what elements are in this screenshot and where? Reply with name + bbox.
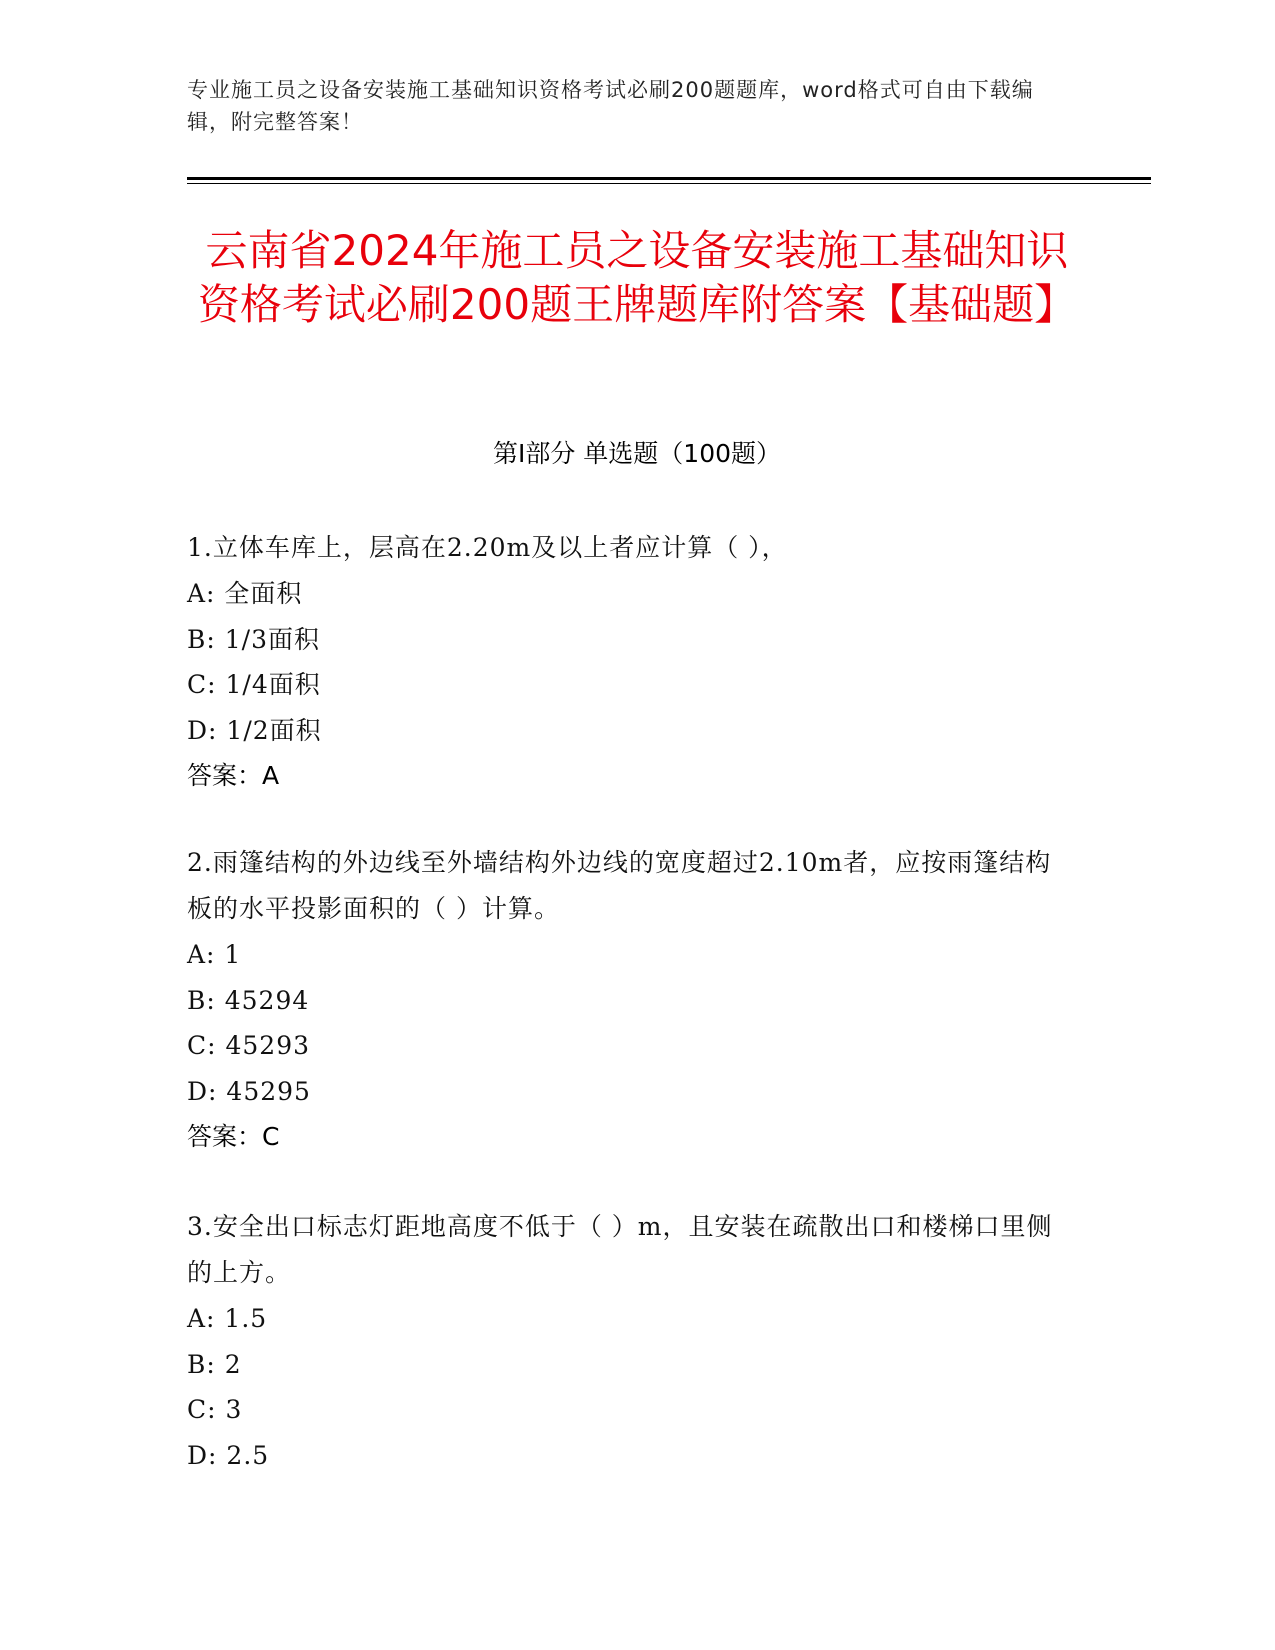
document-title: 云南省2024年施工员之设备安装施工基础知识资格考试必刷200题王牌题库附答案【基础题】 [197, 226, 1077, 329]
option-c: C: 3 [187, 1395, 243, 1424]
option-d: D: 45295 [187, 1076, 311, 1106]
answer: 答案：C [187, 1122, 280, 1151]
option-a: A: 1 [187, 940, 242, 969]
question-3 [187, 1204, 1067, 1478]
answer: 答案：A [187, 761, 280, 790]
question-stem: 3.安全出口标志灯距地高度不低于（ ）m，且安装在疏散出口和楼梯口里侧的上方。 [187, 1212, 1053, 1287]
option-b: B: 2 [187, 1349, 242, 1379]
option-a: A: 1.5 [187, 1304, 268, 1333]
question-1 [187, 525, 1067, 799]
section-title: 第Ⅰ部分 单选题（100题） [492, 439, 782, 468]
header-rule-thick [187, 177, 1151, 180]
question-stem: 2.雨篷结构的外边线至外墙结构外边线的宽度超过2.10m者，应按雨篷结构板的水平投影面积的（ ）计算。 [187, 848, 1052, 923]
option-b: B: 1/3面积 [187, 624, 320, 654]
option-b: B: 45294 [187, 985, 310, 1015]
option-d: D: 1/2面积 [187, 715, 322, 745]
question-stem: 1.立体车库上，层高在2.20m及以上者应计算（ ）， [187, 533, 788, 562]
question-2 [187, 840, 1067, 1160]
option-a: A: 全面积 [187, 579, 303, 608]
option-d: D: 2.5 [187, 1440, 270, 1470]
option-c: C: 1/4面积 [187, 670, 321, 699]
option-c: C: 45293 [187, 1031, 311, 1060]
header-rule-thin [187, 183, 1151, 184]
header-note: 专业施工员之设备安装施工基础知识资格考试必刷200题题库，word格式可自由下载编辑，附完整答案！ [187, 78, 1034, 134]
